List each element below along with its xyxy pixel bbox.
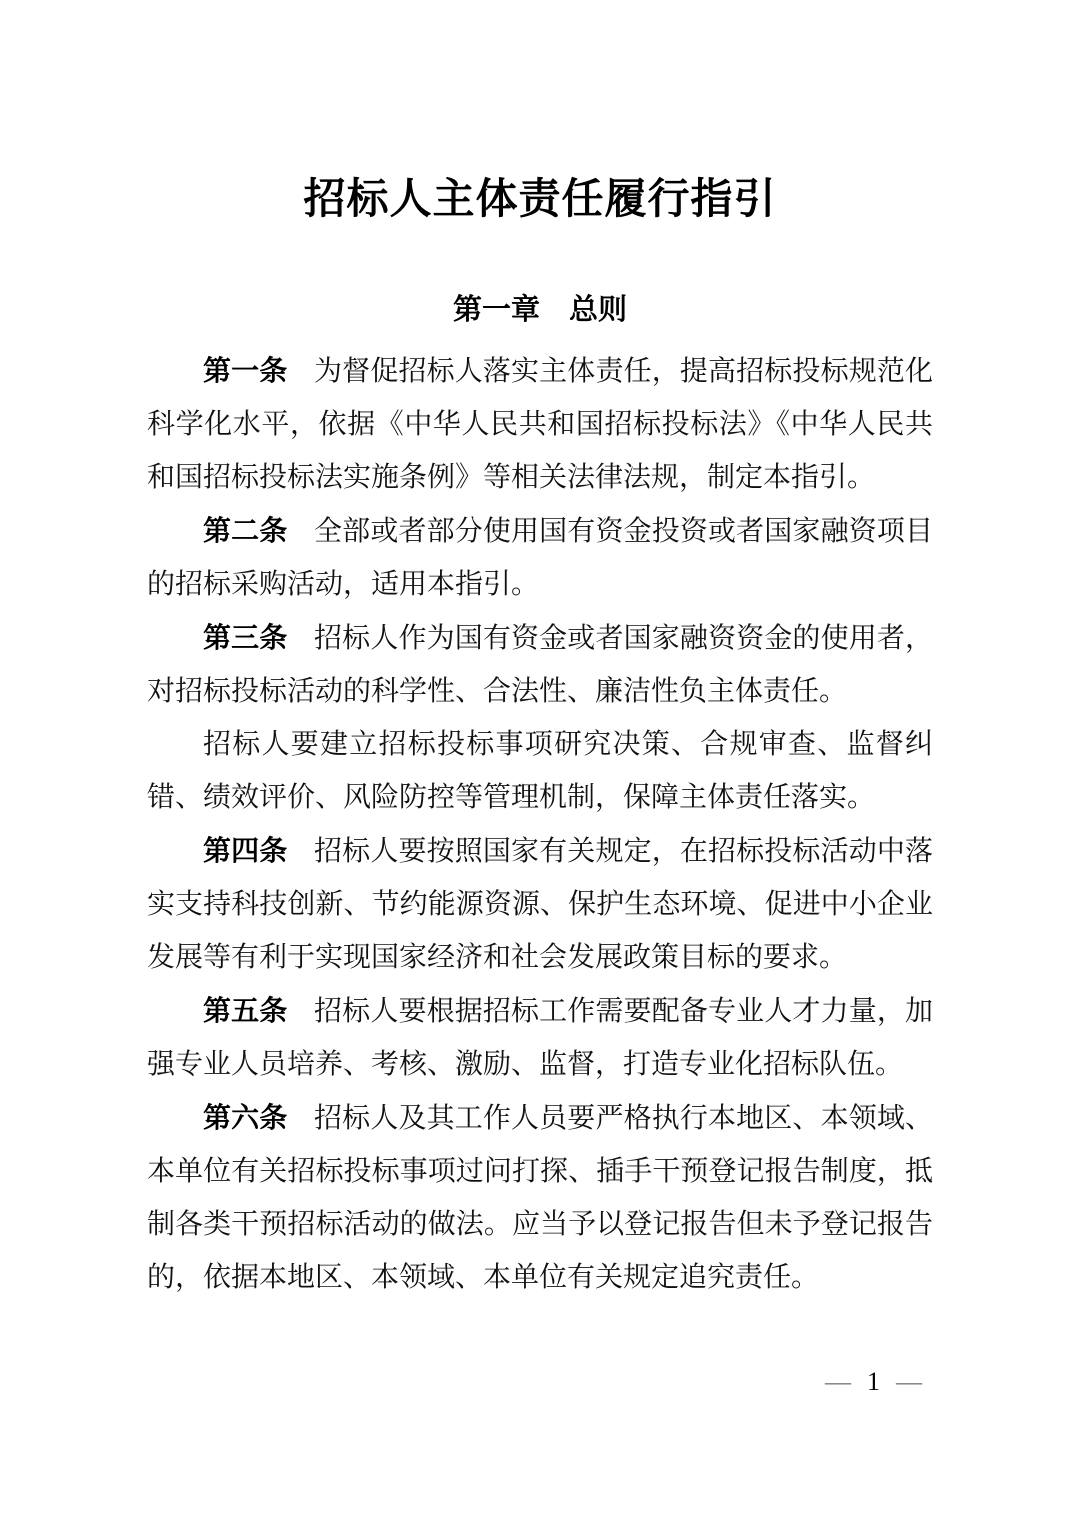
article-paragraph-2: [147, 504, 933, 611]
article-paragraph-3-continued: [147, 718, 933, 824]
article-text: 招标人要根据招标工作需要配备专业人才力量，加强专业人员培养、考核、激励、监督，打造专业化招标队伍。: [147, 996, 933, 1080]
article-paragraph-4: [147, 824, 933, 984]
article-label: 第四条: [203, 835, 288, 866]
article-text: 全部或者部分使用国有资金投资或者国家融资项目的招标采购活动，适用本指引。: [147, 516, 933, 600]
footer-left-dash: —: [825, 1367, 851, 1396]
article-paragraph-3: [147, 611, 933, 718]
footer-right-dash: —: [896, 1367, 922, 1396]
article-label: 第五条: [203, 995, 288, 1026]
article-text: 招标人要按照国家有关规定，在招标投标活动中落实支持科技创新、节约能源资源、保护生态环境、促进中小企业发展等有利于实现国家经济和社会发展政策目标的要求。: [147, 836, 933, 973]
article-text: 招标人作为国有资金或者国家融资资金的使用者，对招标投标活动的科学性、合法性、廉洁性负主体责任。: [147, 623, 933, 707]
page-number: 1: [867, 1367, 880, 1396]
article-label: 第六条: [203, 1102, 288, 1133]
article-label: 第三条: [203, 622, 288, 653]
article-paragraph-6: [147, 1091, 933, 1304]
article-text: 招标人及其工作人员要严格执行本地区、本领域、本单位有关招标投标事项过问打探、插手干预登记报告制度，抵制各类干预招标活动的做法。应当予以登记报告但未予登记报告的，依据本地区、本领域、本单位有关规定追究责任。: [147, 1103, 933, 1293]
document-title: 招标人主体责任履行指引: [303, 177, 777, 223]
document-body: [147, 344, 933, 1304]
article-paragraph-1: [147, 344, 933, 504]
article-text: 招标人要建立招标投标事项研究决策、合规审查、监督纠错、绩效评价、风险防控等管理机制，保障主体责任落实。: [147, 729, 933, 813]
article-label: 第二条: [203, 515, 288, 546]
page-number-footer: [825, 1367, 922, 1397]
article-text: 为督促招标人落实主体责任，提高招标投标规范化科学化水平，依据《中华人民共和国招标投标法》《中华人民共和国招标投标法实施条例》等相关法律法规，制定本指引。: [147, 356, 933, 493]
article-label: 第一条: [203, 355, 288, 386]
article-paragraph-5: [147, 984, 933, 1091]
chapter-heading: 第一章 总则: [452, 294, 627, 326]
